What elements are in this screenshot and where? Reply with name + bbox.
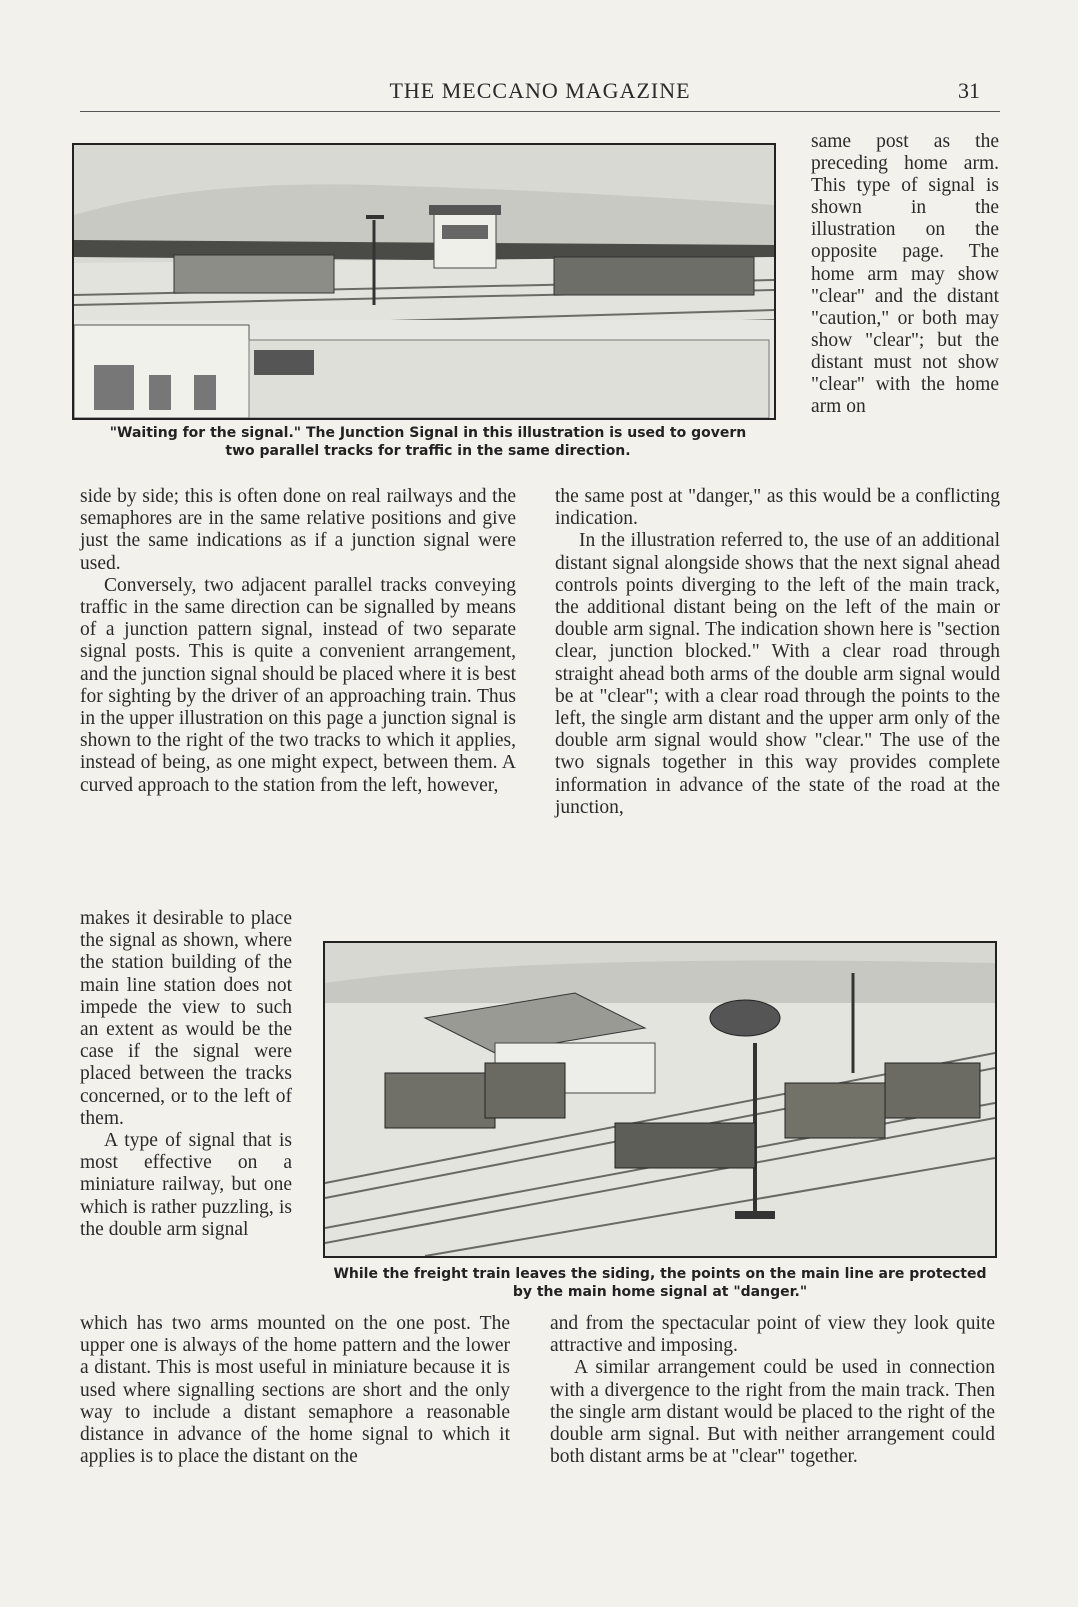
paragraph: and from the spectacular point of view they look quite attractive and imposing. [550, 1313, 995, 1357]
page-header [80, 78, 1000, 112]
text-block-right [555, 486, 1000, 819]
junction-signal-photo [72, 143, 776, 420]
paragraph: Conversely, two adjacent parallel tracks conveying traffic in the same direction can be signalled by means of a junction pattern signal, instead of two separate signal posts. This is quite a convenient arrangement, and the junction signal should be placed where it is best for sighting by the driver of an approaching train. Thus in the upper illustration on this page a junction signal is shown to the right of the two tracks to which it applies, instead of being, as one might expect, between them. A curved approach to the station from the left, however, [80, 574, 516, 796]
caption-line: "Waiting for the signal." The Junction Signal in this illustration is used to govern [109, 425, 747, 441]
caption-line: by the main home signal at "danger." [512, 1284, 808, 1300]
header-rule [80, 111, 1000, 112]
page-number: 31 [958, 78, 980, 103]
text-block-right-top [811, 131, 999, 418]
freight-train-photo [323, 941, 997, 1258]
paragraph: which has two arms mounted on the one post. The upper one is always of the home pattern and the lower a distant. This is most useful in miniature because it is used where signalling sections are short and the only way to include a distant semaphore a reasonable distance in advance of the home signal to which it applies is to place the distant on the [80, 1313, 510, 1468]
paragraph: A similar arrangement could be used in connection with a divergence to the right from the main track. Then the single arm distant would be placed to the right of the double arm signal. But with neither arrangement could both distant arms be at "clear" together. [550, 1357, 995, 1468]
figure-caption-2 [320, 1265, 1000, 1301]
paragraph: makes it desirable to place the signal as shown, where the station building of the main line station does not impede the view to such an extent as would be the case if the signal were placed between the tracks concerned, or to the left of them. [80, 908, 292, 1129]
text-block-left [80, 486, 516, 797]
paragraph: A type of signal that is most effective on a miniature railway, but one which is rather puzzling, is the double arm signal [80, 1130, 292, 1240]
caption-line: While the freight train leaves the siding, the points on the main line are protected [333, 1266, 987, 1282]
text-block-left-bottom [80, 1313, 510, 1468]
paragraph: the same post at "danger," as this would be a conflicting indication. [555, 486, 1000, 530]
paragraph: In the illustration referred to, the use of an additional distant signal alongside shows that the next signal ahead controls points diverging to the left of the main track, the additional distant being on the left of the main or double arm signal. The indication shown here is "section clear, junction blocked." With a clear road through straight ahead both arms of the double arm signal would be at "clear"; with a clear road through the points to the left, the single arm distant and the upper arm only of the double arm signal would show "clear." The use of the two signals together in this way provides complete information in advance of the state of the road at the junction, [555, 530, 1000, 818]
caption-line: two parallel tracks for traffic in the same direction. [225, 443, 631, 459]
text-block-left-narrow [80, 908, 292, 1241]
running-title: THE MECCANO MAGAZINE [389, 78, 691, 103]
figure-caption-1 [72, 424, 784, 460]
paragraph: side by side; this is often done on real railways and the semaphores are in the same relative positions and give just the same indications as if a junction signal were used. [80, 486, 516, 574]
paragraph: same post as the preceding home arm. This type of signal is shown in the illustration on the opposite page. The home arm may show "clear" and the distant "caution," or both may show "clear"; but the distant must not show "clear" with the home arm on [811, 131, 999, 418]
text-block-right-bottom [550, 1313, 995, 1468]
